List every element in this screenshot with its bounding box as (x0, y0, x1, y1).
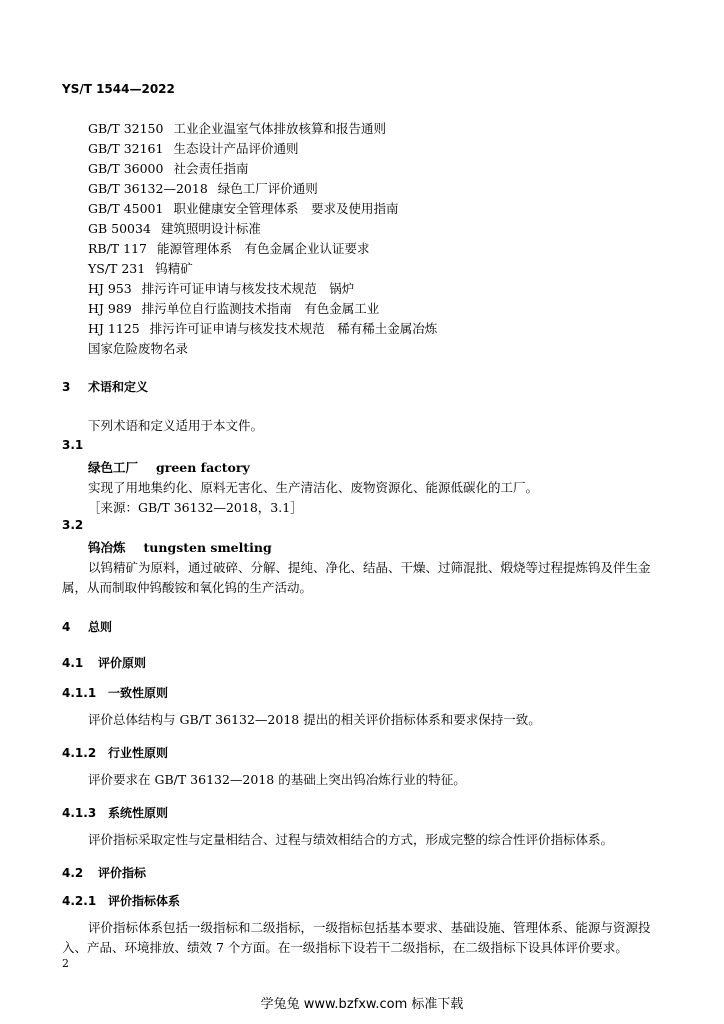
reference-code: YS/T 231 (88, 261, 146, 276)
term-en: tungsten smelting (143, 540, 272, 555)
reference-item (88, 119, 386, 137)
reference-item (88, 239, 370, 257)
reference-code: HJ 953 (88, 281, 132, 296)
term-zh: 钨冶炼 (88, 540, 126, 555)
section-title: 术语和定义 (88, 380, 149, 394)
reference-code: GB 50034 (88, 221, 151, 236)
term-number: 3.1 (62, 438, 84, 452)
standard-code-header: YS/T 1544—2022 (62, 82, 175, 96)
reference-item (88, 179, 318, 197)
section-number: 4.1.3 (62, 806, 97, 820)
reference-title: 钨精矿 (155, 261, 193, 276)
term-number: 3.2 (62, 518, 84, 532)
reference-code: HJ 1125 (88, 321, 140, 336)
section-title: 评价原则 (98, 656, 147, 670)
section-4-1-2-text: 评价要求在 GB/T 36132—2018 的基础上突出钨冶炼行业的特征。 (88, 772, 466, 787)
reference-code: GB/T 45001 (88, 201, 164, 216)
reference-item (88, 199, 398, 217)
reference-item (88, 159, 248, 177)
reference-item (88, 299, 379, 317)
reference-title: 职业健康安全管理体系 要求及使用指南 (173, 201, 399, 216)
reference-item (88, 339, 188, 357)
section-number: 4 (62, 620, 71, 634)
section-number: 4.1 (62, 656, 84, 670)
section-4-1-1-heading (62, 684, 168, 701)
section-number: 4.1.1 (62, 686, 97, 700)
section-title: 总则 (88, 620, 113, 634)
reference-code: GB/T 36000 (88, 161, 164, 176)
reference-code: HJ 989 (88, 301, 132, 316)
section-number: 3 (62, 380, 71, 394)
reference-title: 绿色工厂评价通则 (217, 181, 318, 196)
section-4-2-1-heading (62, 892, 180, 909)
section-title: 评价指标 (98, 866, 147, 880)
term-entry (88, 458, 250, 476)
reference-title: 建筑照明设计标准 (160, 221, 261, 236)
section-4-heading (62, 618, 112, 635)
section-4-1-2-heading (62, 744, 168, 761)
terms-intro: 下列术语和定义适用于本文件。 (88, 418, 264, 433)
section-title: 系统性原则 (108, 806, 169, 820)
watermark-footer: 学兔兔 www.bzfxw.com 标准下载 (260, 997, 464, 1012)
reference-title: 能源管理体系 有色金属企业认证要求 (156, 241, 370, 256)
reference-item (88, 319, 437, 337)
reference-item (88, 259, 193, 277)
reference-code: GB/T 32150 (88, 121, 164, 136)
section-4-2-heading (62, 864, 146, 881)
reference-title: 排污许可证申请与核发技术规范 锅炉 (141, 281, 355, 296)
term-zh: 绿色工厂 (88, 460, 139, 475)
page-number: 2 (62, 957, 69, 970)
term-en: green factory (156, 460, 250, 475)
reference-title: 生态设计产品评价通则 (173, 141, 299, 156)
reference-title: 国家危险废物名录 (88, 341, 189, 356)
term-source: ［来源：GB/T 36132—2018，3.1］ (88, 500, 303, 515)
section-number: 4.2 (62, 866, 84, 880)
reference-item (88, 279, 354, 297)
section-title: 行业性原则 (108, 746, 169, 760)
reference-code: RB/T 117 (88, 241, 147, 256)
section-number: 4.2.1 (62, 894, 97, 908)
section-4-1-heading (62, 654, 146, 671)
reference-code: GB/T 36132—2018 (88, 181, 208, 196)
section-4-1-1-text: 评价总体结构与 GB/T 36132—2018 提出的相关评价指标体系和要求保持一致。 (88, 712, 541, 727)
section-title: 一致性原则 (108, 686, 169, 700)
reference-item (88, 139, 298, 157)
reference-title: 工业企业温室气体排放核算和报告通则 (173, 121, 386, 136)
section-4-1-3-heading (62, 804, 168, 821)
reference-code: GB/T 32161 (88, 141, 164, 156)
section-number: 4.1.2 (62, 746, 97, 760)
section-4-2-1-text: 评价指标体系包括一级指标和二级指标，一级指标包括基本要求、基础设施、管理体系、能源与资源投入、产品、环境排放、绩效 7 个方面。在一级指标下设若干二级指标，在二级指标下设具体评价要求。 (62, 920, 651, 955)
section-3-heading (62, 378, 148, 395)
reference-title: 社会责任指南 (173, 161, 249, 176)
reference-item (88, 219, 261, 237)
reference-title: 排污许可证申请与核发技术规范 稀有稀土金属冶炼 (149, 321, 438, 336)
section-title: 评价指标体系 (108, 894, 181, 908)
reference-title: 排污单位自行监测技术指南 有色金属工业 (141, 301, 380, 316)
term-definition: 实现了用地集约化、原料无害化、生产清洁化、废物资源化、能源低碳化的工厂。 (88, 480, 539, 495)
term-definition: 以钨精矿为原料，通过破碎、分解、提纯、净化、结晶、干燥、过筛混批、煅烧等过程提炼钨及伴生金属，从而制取仲钨酸铵和氧化钨的生产活动。 (62, 560, 651, 595)
term-entry (88, 538, 272, 556)
section-4-1-3-text: 评价指标采取定性与定量相结合、过程与绩效相结合的方式，形成完整的综合性评价指标体系。 (88, 832, 614, 847)
